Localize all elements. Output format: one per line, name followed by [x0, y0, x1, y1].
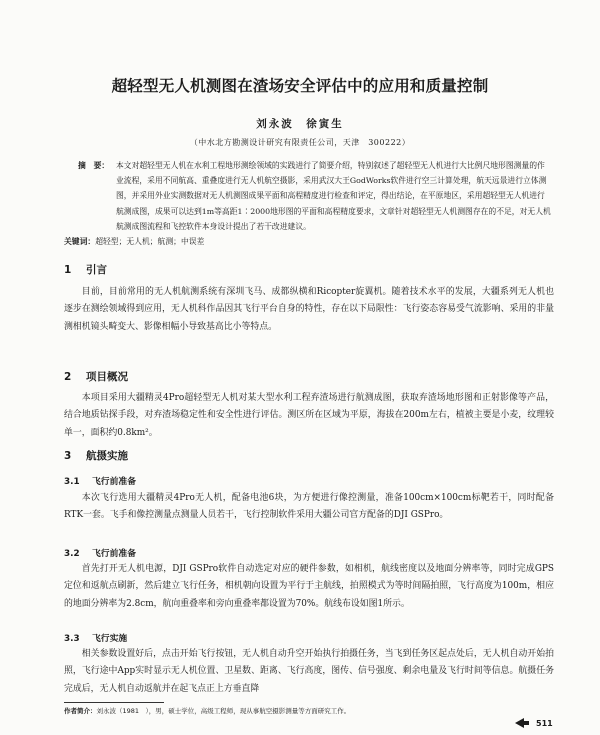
- abstract-label: 摘 要：: [78, 161, 110, 170]
- footnote-rule: [64, 702, 164, 703]
- subsection-heading: [64, 631, 127, 644]
- footnote-text: 刘永波（1981 ），男，硕士学位，高级工程师，现从事航空摄影测量等方面研究工作。: [96, 707, 351, 715]
- page-number-block: [514, 717, 553, 729]
- footnote-label: 作者简介：: [64, 707, 97, 715]
- s33-paragraph: 相关参数设置好后，点击开始飞行按钮，无人机自动升空开始执行拍摄任务，当飞到任务区起点处后，无人机自动开始拍照，飞行途中App实时显示无人机位置、卫星数、距离、飞行高度，图传、信号强度、剩余电量及飞行时间等信息。航摄任务完成后，无人机自动返航并在起飞点正上方垂直降: [64, 649, 554, 694]
- authors: 刘永波 徐寅生: [256, 118, 344, 130]
- section-heading: [64, 448, 128, 463]
- section-number: 1: [64, 264, 72, 276]
- subsection-heading: [64, 474, 136, 487]
- section-title: 引言: [86, 264, 107, 276]
- subsection-number: 3.1: [64, 477, 80, 487]
- arrow-icon: [514, 717, 530, 729]
- intro-paragraph: 目前，目前常用的无人机航测系统有深圳飞马、成都纵横和Ricopter旋翼机。随着技术水平的发展，大疆系列无人机也逐步在测绘领域得到应用，无人机科作品因其飞行平台自身的特性，存在以下局限性：飞行姿态容易受气流影响、采用的非量测相机镜头畸变大、影像相幅小导致基高比小等特点。: [64, 287, 554, 332]
- section-number: 3: [64, 450, 72, 462]
- section-heading: [64, 262, 107, 277]
- project-paragraph: 本项目采用大疆精灵4Pro超轻型无人机对某大型水利工程弃渣场进行航测成图，获取弃渣场地形图和正射影像等产品，结合地质钻探手段，对弃渣场稳定性和安全性进行评估。测区所在区域为平原，海拔在200m左右，植被主要是小麦，纹理较单一，面积约0.8km²。: [64, 393, 554, 438]
- subsection-number: 3.3: [64, 634, 80, 644]
- subsection-title: 飞行前准备: [92, 477, 136, 487]
- keywords-label: 关键词：: [64, 237, 96, 247]
- abstract-row: [64, 158, 552, 234]
- footnote: [64, 706, 350, 715]
- subsection-heading: [64, 546, 136, 559]
- subsection-number: 3.2: [64, 549, 80, 559]
- section-heading: [64, 369, 128, 384]
- abstract-block: [64, 158, 552, 249]
- paper-title: 超轻型无人机测图在渣场安全评估中的应用和质量控制: [111, 77, 489, 95]
- s32-paragraph: 首先打开无人机电源，DJI GSPro软件自动选定对应的硬件参数，如相机，航线密度以及地面分辨率等，同时完成GPS定位和返航点刷新，然后建立飞行任务，相机朝向设置为平行于主航线，拍照模式为等时间隔拍照，飞行高度为100m，相应的地面分辨率为2.8cm，航向重叠率和旁向重叠率都设置为70%。航线布设如图1所示。: [64, 564, 554, 609]
- page-number: 511: [536, 718, 553, 728]
- s31-paragraph: 本次飞行选用大疆精灵4Pro无人机，配备电池6块，为方便进行像控测量，准备100cm×100cm标靶若干，同时配备RTK一套。飞手和像控测量点测量人员若干，飞行控制软件采用大疆公司官方配备的DJI GSPro。: [64, 493, 554, 521]
- section-title: 项目概况: [86, 371, 128, 383]
- section-number: 2: [64, 371, 72, 383]
- keywords-text: 超轻型；无人机；航测；中误差: [95, 237, 205, 247]
- section-title: 航摄实施: [86, 450, 128, 462]
- keywords-row: [64, 234, 552, 249]
- affiliation: （中水北方勘测设计研究有限责任公司，天津 300222）: [189, 138, 411, 147]
- abstract-text: 本文对超轻型无人机在水利工程地形测绘领域的实践进行了简要介绍，特别叙述了超轻型无人机进行大比例尺地形图测量的作业流程，采用不同航高、重叠度进行无人机航空摄影，采用武汉大王GodWorks软件进行空三计算处理，航天远景进行立体测图，并采用外业实测数据对无人机测图成果平面和高程精度进行检查和评定，得出结论，在平原地区，采用超轻型无人机进行航测成图，成果可以达到1m等高距1∶2000地形图的平面和高程精度要求，文章针对超轻型无人机测图存在的不足，对无人机航测成图流程和飞控软件本身设计提出了若干改进建议。: [116, 161, 551, 231]
- subsection-title: 飞行前准备: [92, 549, 136, 559]
- subsection-title: 飞行实施: [92, 634, 128, 644]
